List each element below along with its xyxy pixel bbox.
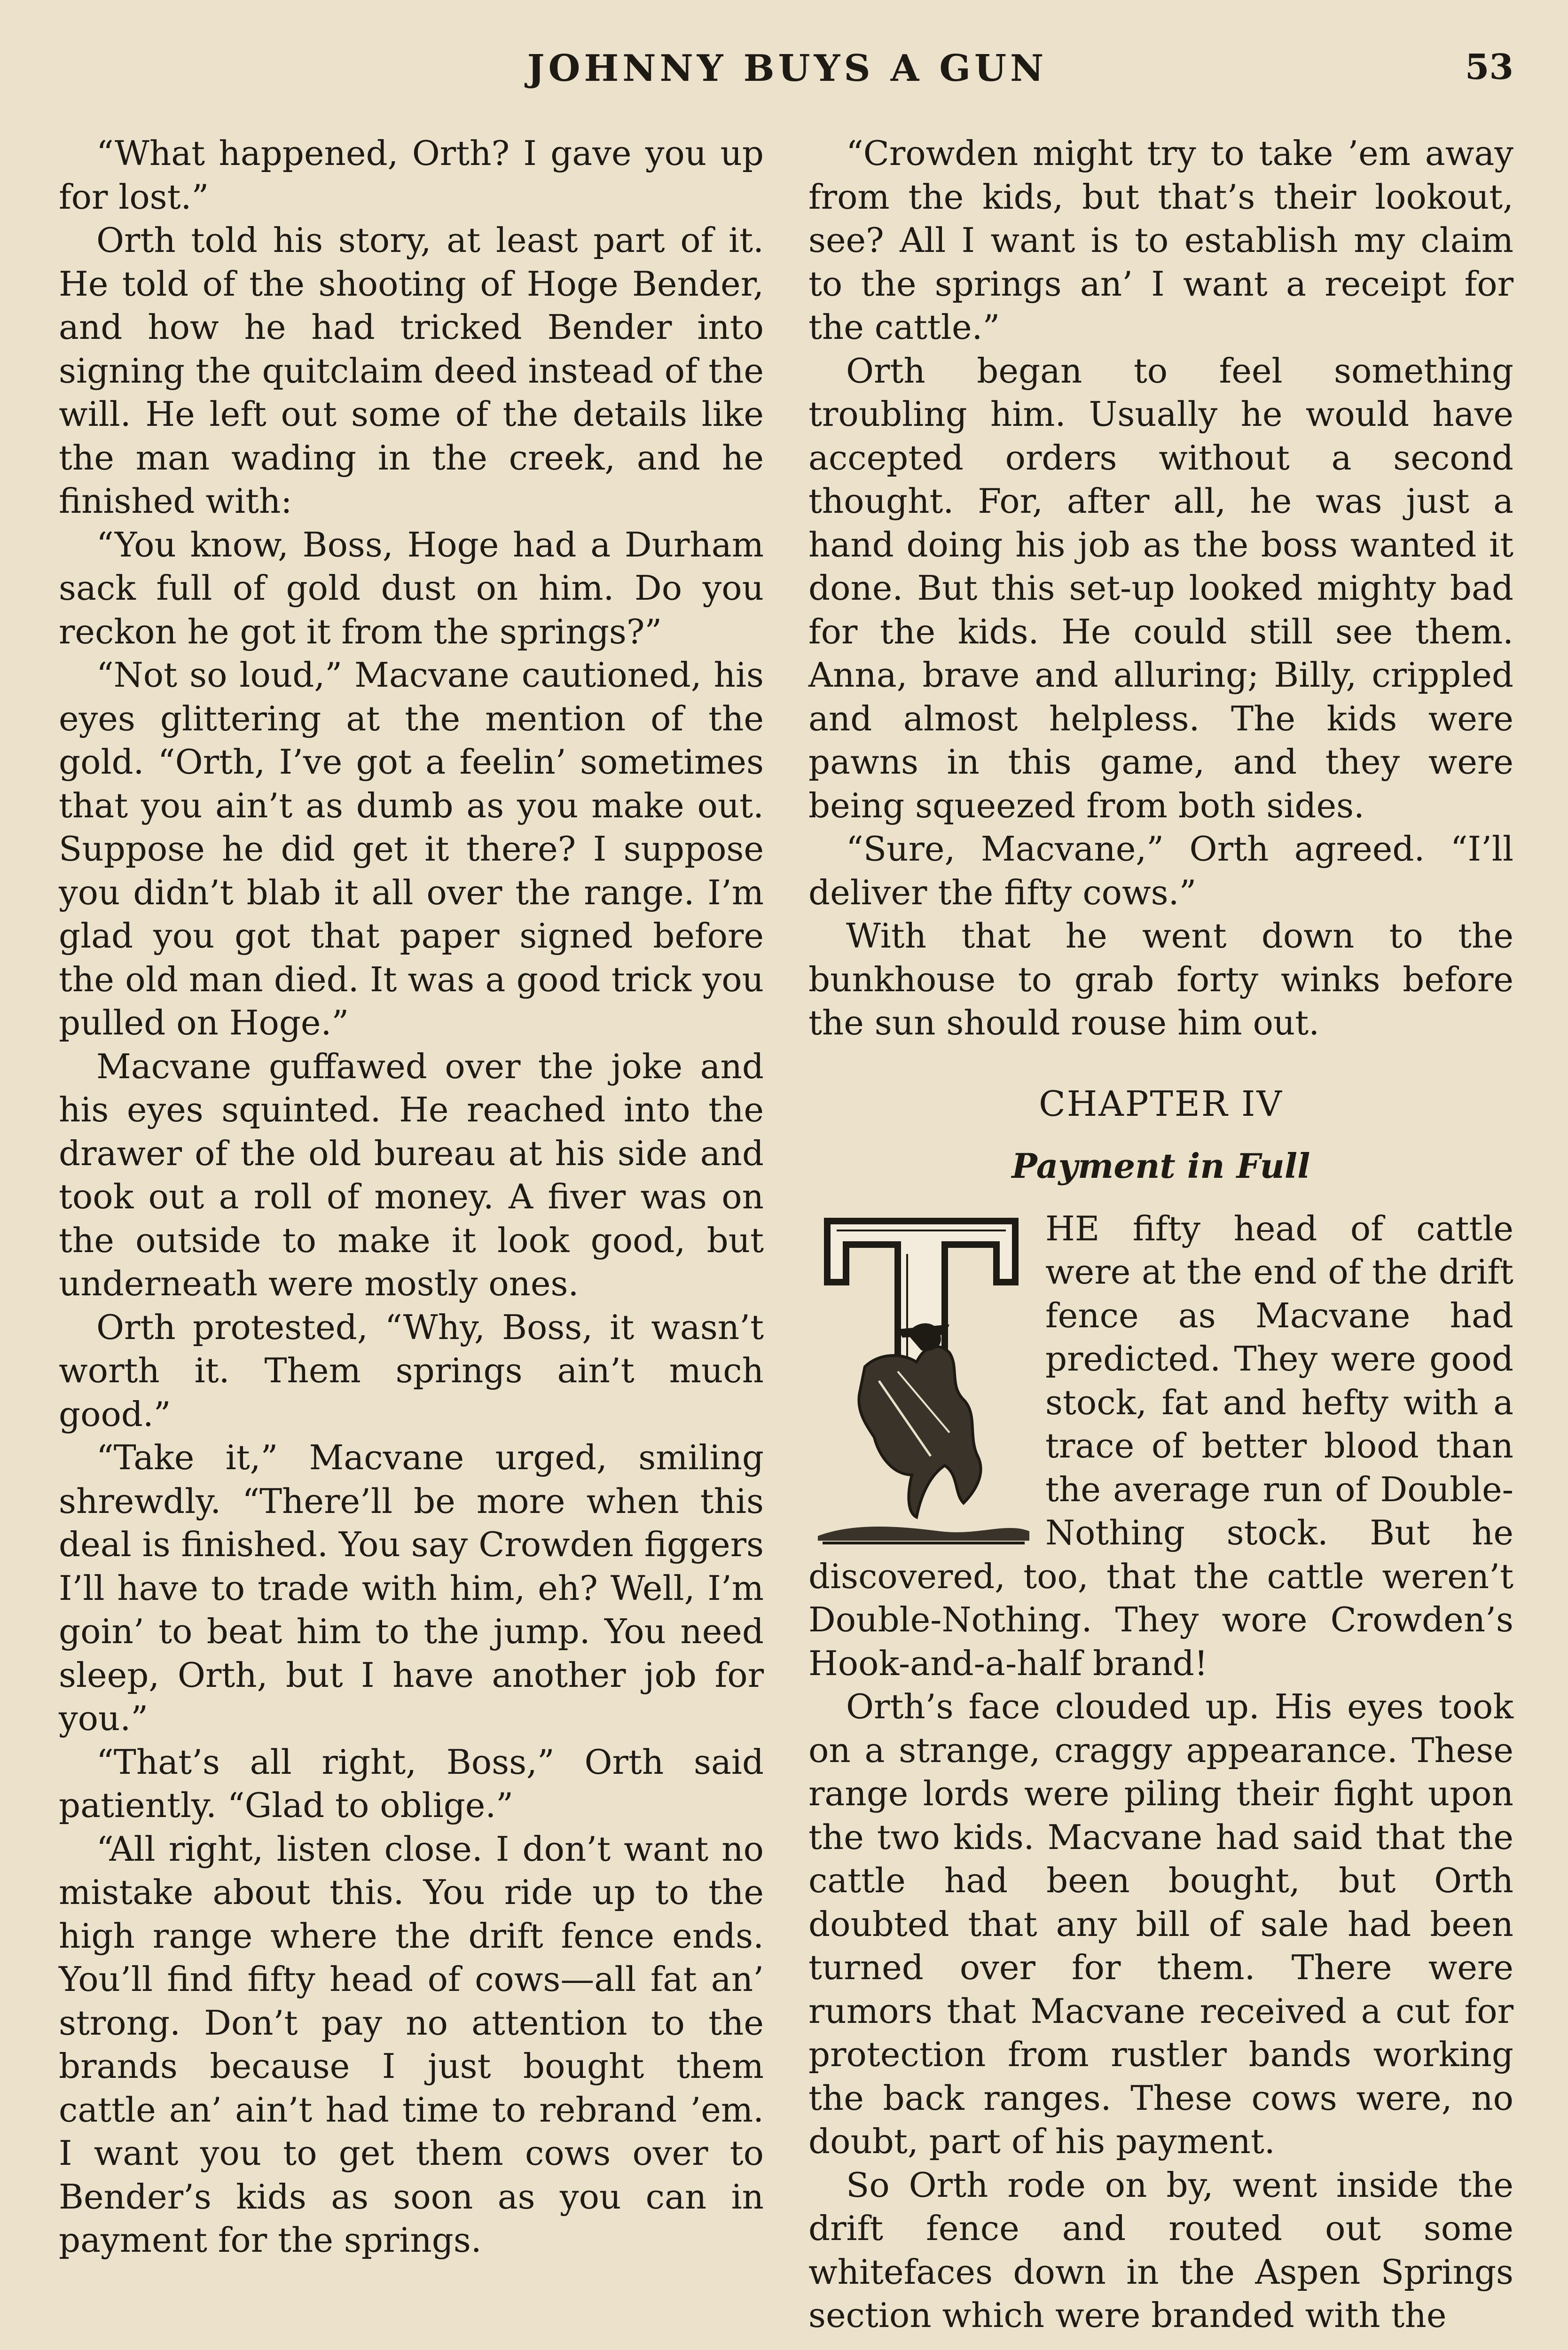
- paragraph: “All right, listen close. I don’t want no mistake about this. You ride up to the high range where the drift fence ends. You’ll find fifty head of cows—all fat an’ strong. Don’t pay no attention to the brands because I just bought them cattle an’ ain’t had time to rebrand ’em. I want you to get them cows over to Bender’s kids as soon as you can in payment for the springs.: [59, 1829, 764, 2260]
- paragraph: Orth’s face clouded up. His eyes took on a strange, craggy appearance. These range lords were piling their fight upon the two kids. Macvane had said that the cattle had been bought, but Orth doubted that any bill of sale had been turned over for them. There were rumors that Macvane received a cut for protection from rustler bands working the back ranges. These cows were, no doubt, part of his payment.: [808, 1687, 1513, 2161]
- paragraph: Orth told his story, at least part of it. He told of the shooting of Hoge Bender, and how he had tricked Bender into signing the quitclaim deed instead of the will. He left out some of the details like the man wading in the creek, and he finished with:: [59, 220, 764, 521]
- paragraph: Macvane guffawed over the joke and his eyes squinted. He reached into the drawer of the old bureau at his side and took out a roll of money. A fiver was on the outside to make it look good, but underneath were mostly ones.: [59, 1046, 764, 1303]
- paragraph: “Sure, Macvane,” Orth agreed. “I’ll deliver the fifty cows.”: [808, 829, 1513, 912]
- paragraph: “Not so loud,” Macvane cautioned, his eyes glittering at the mention of the gold. “Orth, I’ve got a feelin’ sometimes that you ain’t as dumb as you make out. Suppose he did get it there? I suppose you didn’t blab it all over the range. I’m glad you got that paper signed before the old man died. It was a good trick you pulled on Hoge.”: [59, 655, 764, 1042]
- paragraph: Orth protested, “Why, Boss, it wasn’t worth it. Them springs ain’t much good.”: [59, 1307, 764, 1434]
- page-number: 53: [1465, 47, 1513, 87]
- right-column: [808, 132, 1513, 2337]
- left-column: [59, 132, 764, 2262]
- chapter-opening-paragraph: HE fifty head of cattle were at the end of the drift fence as Macvane had predicted. They were good stock, fat and hefty with a trace of better blood than the average run of Double-Nothing stock. But he discovered, too, that the cattle weren’t Double-Nothing. They wore Crowden’s Hook-and-a-half brand!: [808, 1208, 1513, 1683]
- paragraph: Orth began to feel something troubling him. Usually he would have accepted orders without a second thought. For, after all, he was just a hand doing his job as the boss wanted it done. But this set-up looked mighty bad for the kids. He could still see them. Anna, brave and alluring; Billy, crippled and almost helpless. The kids were pawns in this game, and they were being squeezed from both sides.: [808, 351, 1513, 825]
- paragraph: “That’s all right, Boss,” Orth said patiently. “Glad to oblige.”: [59, 1742, 764, 1825]
- chapter-subtitle: Payment in Full: [1011, 1146, 1310, 1186]
- paragraph: “You know, Boss, Hoge had a Durham sack full of gold dust on him. Do you reckon he got it from the springs?”: [59, 525, 764, 651]
- paragraph: “Crowden might try to take ’em away from the kids, but that’s their lookout, see? All I want is to establish my claim to the springs an’ I want a receipt for the cattle.”: [808, 133, 1513, 347]
- paragraph: With that he went down to the bunkhouse to grab forty winks before the sun should rouse him out.: [808, 916, 1513, 1042]
- paragraph: “Take it,” Macvane urged, smiling shrewdly. “There’ll be more when this deal is finished. You say Crowden figgers I’ll have to trade with him, eh? Well, I’m goin’ to beat him to the jump. You need sleep, Orth, but I have another job for you.”: [59, 1438, 764, 1738]
- paragraph: “What happened, Orth? I gave you up for lost.”: [59, 133, 764, 217]
- running-title: JOHNNY BUYS A GUN: [527, 47, 1048, 90]
- chapter-title: CHAPTER IV: [1039, 1083, 1283, 1124]
- letter-t-cowboy-illustration-icon: [808, 1212, 1034, 1550]
- paragraph: So Orth rode on by, went inside the drift fence and routed out some whitefaces down in the Aspen Springs section which were branded with the: [808, 2165, 1513, 2335]
- page-header: [61, 47, 1513, 99]
